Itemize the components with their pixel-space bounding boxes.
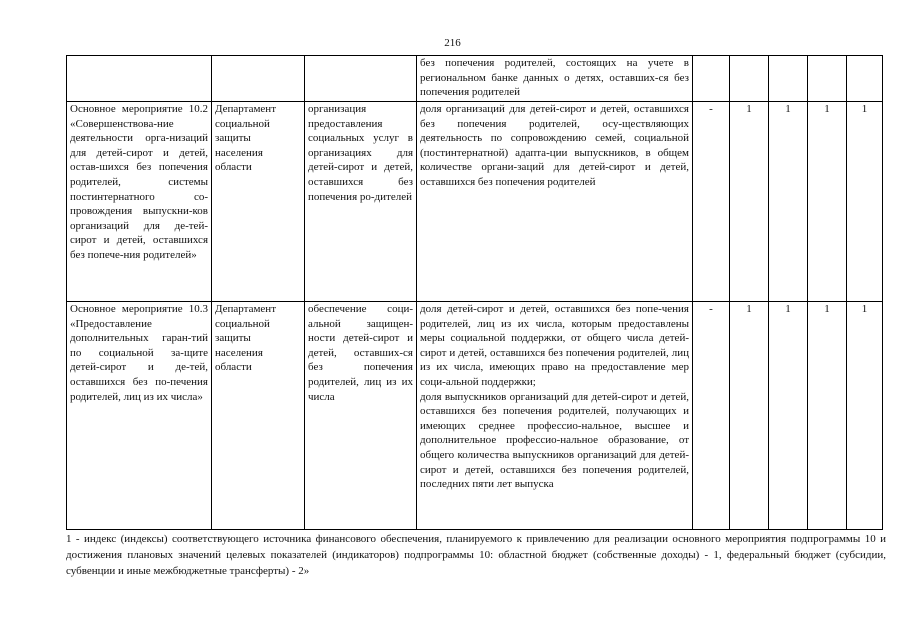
cell-value-5 bbox=[847, 56, 883, 102]
cell-value-5: 1 bbox=[847, 102, 883, 302]
indicator-text-1: доля детей-сирот и детей, оставшихся без попе-чения родителей, лиц из их числа, которым предоставлены меры социальной поддержки, от общего числа детей-сирот и детей, оставшихся без попечения родителей, лиц из их числа, имеющих право на предоставление мер соци-альной поддержки; bbox=[420, 303, 689, 388]
cell-value-3: 1 bbox=[769, 102, 808, 302]
table-row-measure-10-3 bbox=[67, 302, 883, 530]
cell-direction: организация предоставления социальных услуг в организациях для детей-сирот и детей, оставшихся без попечения ро-дителей bbox=[305, 102, 417, 302]
cell-executor bbox=[212, 56, 305, 102]
cell-direction bbox=[305, 56, 417, 102]
cell-value-3 bbox=[769, 56, 808, 102]
cell-value-2 bbox=[730, 56, 769, 102]
cell-measure: Основное мероприятие 10.3 «Предоставление дополнительных гаран-тий по социальной за-щите детей-сирот и де-тей, оставшихся без по-печения родителей, лиц из их числа» bbox=[67, 302, 212, 530]
cell-value-4: 1 bbox=[808, 102, 847, 302]
cell-direction: обеспечение соци-альной защищен-ности детей-сирот и детей, оставших-ся без попечения родителей, лиц из их числа bbox=[305, 302, 417, 530]
cell-value-1 bbox=[693, 56, 730, 102]
table-row-measure-10-2 bbox=[67, 102, 883, 302]
cell-executor: Департамент социальной защиты населения области bbox=[212, 102, 305, 302]
program-table bbox=[66, 55, 883, 530]
page-number: 216 bbox=[444, 37, 461, 49]
cell-value-4: 1 bbox=[808, 302, 847, 530]
cell-indicator: без попечения родителей, состоящих на учете в региональном банке данных о детях, оставших-ся без попечения родителей bbox=[417, 56, 693, 102]
cell-indicator bbox=[417, 302, 693, 530]
cell-value-1: - bbox=[693, 302, 730, 530]
cell-value-3: 1 bbox=[769, 302, 808, 530]
cell-indicator: доля организаций для детей-сирот и детей, оставшихся без попечения родителей, осу-ществляющих деятельность по сопровождению семей, социальной (постинтернатной) адапта-ции выпускников, в общем количестве органи-заций для детей-сирот и детей, оставшихся без попечения родителей bbox=[417, 102, 693, 302]
cell-value-1: - bbox=[693, 102, 730, 302]
cell-measure bbox=[67, 56, 212, 102]
cell-value-5: 1 bbox=[847, 302, 883, 530]
table-row-continuation bbox=[67, 56, 883, 102]
cell-value-4 bbox=[808, 56, 847, 102]
indicator-text-2: доля выпускников организаций для детей-сирот и детей, оставшихся без попечения родителей, получающих и имеющих среднее профессио-нальное, высшее и дополнительное профессио-нальное образование, от общего количества выпускников организаций для детей-сирот и детей, оставшихся без попечения родителей, последних пяти лет выпуска bbox=[420, 390, 689, 491]
cell-value-2: 1 bbox=[730, 102, 769, 302]
cell-value-2: 1 bbox=[730, 302, 769, 530]
cell-measure: Основное мероприятие 10.2 «Совершенствова-ние деятельности орга-низаций для детей-сирот и детей, остав-шихся без попечения родителей, системы постинтернатного со-провождения выпускни-ков организаций для де-тей-сирот и детей, оставшихся без попече-ния родителей» bbox=[67, 102, 212, 302]
footnote: 1 - индекс (индексы) соответствующего источника финансового обеспечения, планируемого к привлечению для реализации основного мероприятия подпрограммы 10 и достижения плановых значений целевых показателей (индикаторов) подпрограммы 10: областной бюджет (собственные доходы) - 1, федеральный бюджет (субсидии, субвенции и иные межбюджетные трансферты) - 2» bbox=[66, 533, 886, 577]
cell-executor: Департамент социальной защиты населения области bbox=[212, 302, 305, 530]
